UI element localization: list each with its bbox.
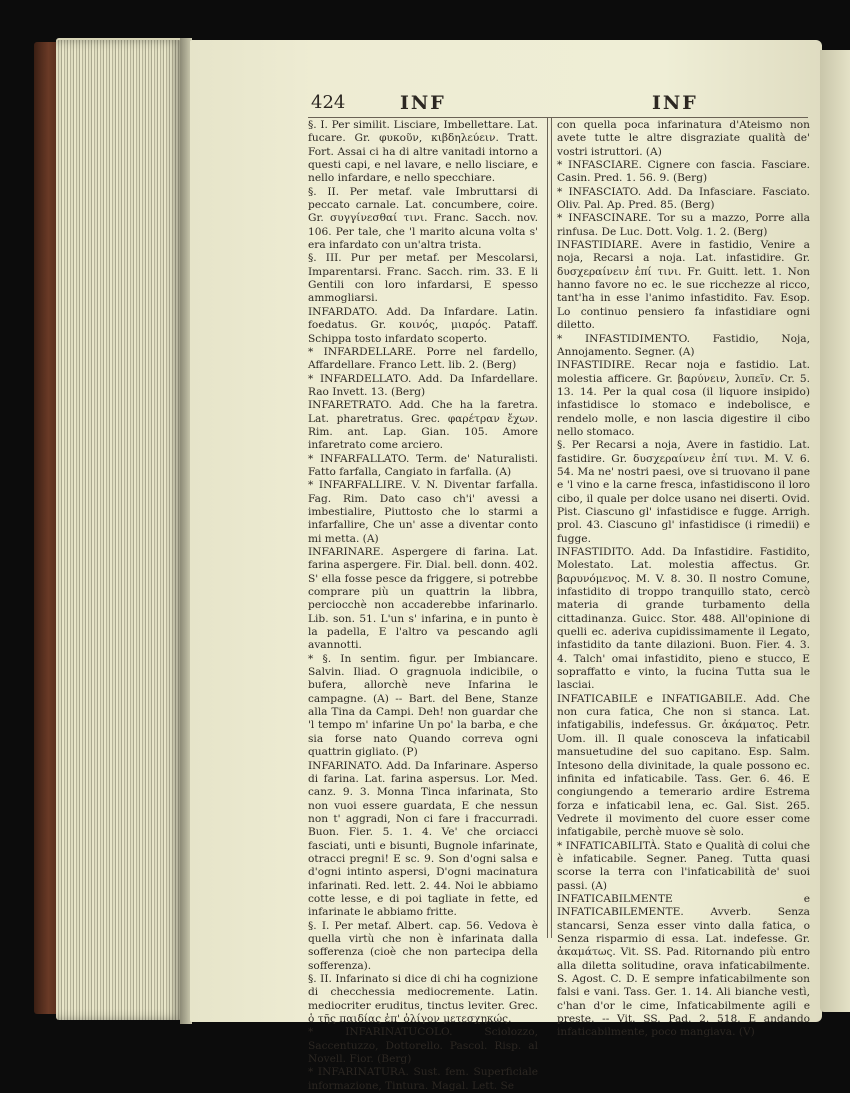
dictionary-entry: * INFARINATURA. Sust. fem. Superficiale informazione, Tintura. Magal. Lett. Se [308, 1066, 538, 1092]
dictionary-entry: §. II. Infarinato si dice di chi ha cognizione di checchessia mediocremente. Latin. mediocriter eruditus, tinctus leviter. Grec. ὁ τῆς παιδίας ἐπ' ὀλίγον μετεσχηκώς. [308, 973, 538, 1026]
dictionary-entry: INFASTIDIRE. Recar noja e fastidio. Lat. molestia afficere. Gr. βαρύνειν, λυπεῖν. Cr. 5. 13. 14. Per la qual cosa (il liquore insipido) infastidisce lo stomaco e indebolisce, e rendelo molle, e non lascia digestire il cibo nello stomaco. [557, 359, 810, 438]
header-rule [308, 117, 808, 118]
page-edges [56, 40, 182, 1020]
dictionary-entry: INFARETRATO. Add. Che ha la faretra. Lat. pharetratus. Grec. φαρέτραν ἔχων. Rim. ant. Lap. Gian. 105. Amore infaretrato come arciero. [308, 399, 538, 452]
left-column [308, 119, 538, 1092]
dictionary-entry: §. II. Per metaf. vale Imbruttarsi di peccato carnale. Lat. concumbere, coire. Gr. συγγίνεσθαί τινι. Franc. Sacch. nov. 106. Per tale, che 'l marito alcuna volta s' era infardato con un'altra trista. [308, 185, 538, 252]
dictionary-entry: * INFARINATUCOLO. Sciolozzo, Saccentuzzo, Dottorello. Pascol. Risp. al Novell. Fior. (Berg) [308, 1026, 538, 1066]
dictionary-entry: con quella poca infarinatura d'Ateismo non avete tutte le altre disgraziate qualità de' vostri istruttori. (A) [557, 119, 810, 158]
dictionary-entry: * INFARFALLATO. Term. de' Naturalisti. Fatto farfalla, Cangiato in farfalla. (A) [308, 452, 538, 478]
right-running-head: INF [652, 92, 698, 114]
facing-page-edge [820, 50, 850, 1012]
dictionary-entry: INFATICABILMENTE e INFATICABILEMENTE. Avverb. Senza stancarsi, Senza esser vinto dalla fatica, o Senza risparmio di essa. Lat. indefesse. Gr. ἀκαμάτως. Vit. SS. Pad. Ritornando più entro alla diletta solitudine, orava infaticabilmente. S. Agost. C. D. E sempre infaticabilmente son falsi e vani. Tass. Ger. 1. 14. Ali bianche vestì, c'han d'or le cime, Infaticabilmente agili e preste. -- Vit. SS. Pad. 2. 518. E andando infaticabilmente, poco mangiava. (V) [557, 892, 810, 1039]
dictionary-entry: INFASTIDITO. Add. Da Infastidire. Fastidito, Molestato. Lat. molestia affectus. Gr. βαρυνόμενος. M. V. 8. 30. Il nostro Comune, infastidito di troppo tranquillo stato, cercò materia di grande turbamento della cittadinanza. Guicc. Stor. 488. All'opinione di quelli ec. aderiva cupidissimamente il Legato, infastidito da tante dilazioni. Buon. Fier. 4. 3. 4. Talch' omai infastidito, pieno e stucco, E sopraffatto e vinto, la fucina Tutta sua le lasciai. [557, 546, 810, 692]
right-column [557, 119, 810, 1039]
dictionary-entry: INFARDATO. Add. Da Infardare. Latin. foedatus. Gr. κοινός, μιαρός. Pataff. Schippa tosto infardato scoperto. [308, 305, 538, 345]
dictionary-entry: * INFASCIARE. Cignere con fascia. Fasciare. Casin. Pred. 1. 56. 9. (Berg) [557, 159, 810, 185]
dictionary-entry: * INFATICABILITÀ. Stato e Qualità di colui che è infaticabile. Segner. Paneg. Tutta quasi scorse la terra con l'infaticabilità de' suoi passi. (A) [557, 839, 810, 892]
dictionary-entry: INFATICABILE e INFATIGABILE. Add. Che non cura fatica, Che non si stanca. Lat. infatigabilis, indefessus. Gr. ἀκάματος. Petr. Uom. ill. Il quale conosceva la infaticabil mansuetudine del suo capitano. Esp. Salm. Intesono della divinitade, la quale possono ec. infinita ed infaticabile. Tass. Ger. 6. 46. E congiungendo a temerario ardire Estrema forza e infaticabil lena, ec. Gal. Sist. 265. Vedrete il movimento del cuore esser come infatigabile, perchè muove sè solo. [557, 692, 810, 839]
dictionary-entry: §. I. Per metaf. Albert. cap. 56. Vedova è quella virtù che non è infarinata dalla sofferenza (cioè che non partecipa della sofferenza). [308, 919, 538, 972]
dictionary-entry: INFARINARE. Aspergere di farina. Lat. farina aspergere. Fir. Dial. bell. donn. 402. S' ella fosse pesce da friggere, si potrebbe comprare più un quattrin la libbra, perciocchè non accaderebbe infarinarlo. Lib. son. 51. L'un s' infarina, e in punto è la padella, E l'altro va pescando agli avannotti. [308, 546, 538, 652]
dictionary-entry: §. Per Recarsi a noja, Avere in fastidio. Lat. fastidire. Gr. δυσχεραίνειν ἐπί τινι. M. V. 6. 54. Ma ne' nostri paesi, ove si truovano il pane e 'l vino e la carne fresca, infastidiscono il loro cibo, il quale per dolce usano nei diserti. Ovid. Pist. Ciascuno gl' infastidisce e fugge. Arrigh. prol. 43. Ciascuno gl' infastidisce (i rimedii) e fugge. [557, 439, 810, 545]
dictionary-entry: * INFASCIATO. Add. Da Infasciare. Fasciato. Oliv. Pal. Ap. Pred. 85. (Berg) [557, 185, 810, 212]
dictionary-entry: §. III. Pur per metaf. per Mescolarsi, Imparentarsi. Franc. Sacch. rim. 33. E li Gentili con loro infardarsi, E spesso ammogliarsi. [308, 252, 538, 305]
dictionary-entry: * INFASCINARE. Tor su a mazzo, Porre alla rinfusa. De Luc. Dott. Volg. 1. 2. (Berg) [557, 212, 810, 238]
column-divider [547, 118, 552, 938]
dictionary-entry: * INFASTIDIMENTO. Fastidio, Noja, Annojamento. Segner. (A) [557, 332, 810, 358]
page-number: 424 [311, 92, 346, 113]
dictionary-entry: * INFARFALLIRE. V. N. Diventar farfalla. Fag. Rim. Dato caso ch'i' avessi a imbestialire, Piuttosto che lo starmi a infarfallire, Che un' asse a diventar conto mi metta. (A) [308, 479, 538, 545]
dictionary-entry: * §. In sentim. figur. per Imbiancare. Salvin. Iliad. O gragnuola indicibile, o bufera, allorchè neve Infarina le campagne. (A) -- Bart. del Bene, Stanze alla Tina da Campi. Deh! non guardar che 'l tempo m' infarine Un po' la barba, e che sia forse nato Quando correva ogni quattrin gigliato. (P) [308, 652, 538, 759]
dictionary-entry: INFASTIDIARE. Avere in fastidio, Venire a noja, Recarsi a noja. Lat. infastidire. Gr. δυσχεραίνειν ἐπί τινι. Fr. Guitt. lett. 1. Non hanno favore no ec. le sue ricchezze al ricco, tant'ha in esse l'animo infastidito. Fav. Esop. Lo continuo pensiero fa infastidiare ogni diletto. [557, 239, 810, 332]
dictionary-entry: §. I. Per similit. Lisciare, Imbellettare. Lat. fucare. Gr. φυκοῦν, κιβδηλεύειν. Tratt. Fort. Assai ci ha di altre vanitadi intorno a questi capi, e nel lavare, e nello lisciare, e nello infardare, e nello specchiare. [308, 119, 538, 185]
left-running-head: INF [400, 92, 446, 114]
dictionary-entry: INFARINATO. Add. Da Infarinare. Asperso di farina. Lat. farina aspersus. Lor. Med. canz. 9. 3. Monna Tinca infarinata, Sto non vuoi essere guardata, E che nessun non t' aggradi, Non ci fare i fraccurradi. Buon. Fier. 5. 1. 4. Ve' che orciacci fasciati, unti e bisunti, Bugnole infarinate, otracci pregni! E sc. 9. Son d'ogni salsa e d'ogni intinto aspersi, D'ogni macinatura infarinati. Red. lett. 2. 44. Noi le abbiamo cotte lesse, e di poi tagliate in fette, ed infarinate le abbiamo fritte. [308, 759, 538, 919]
dictionary-entry: * INFARDELLARE. Porre nel fardello, Affardellare. Franco Lett. lib. 2. (Berg) [308, 345, 538, 372]
dictionary-entry: * INFARDELLATO. Add. Da Infardellare. Rao Invett. 13. (Berg) [308, 372, 538, 398]
